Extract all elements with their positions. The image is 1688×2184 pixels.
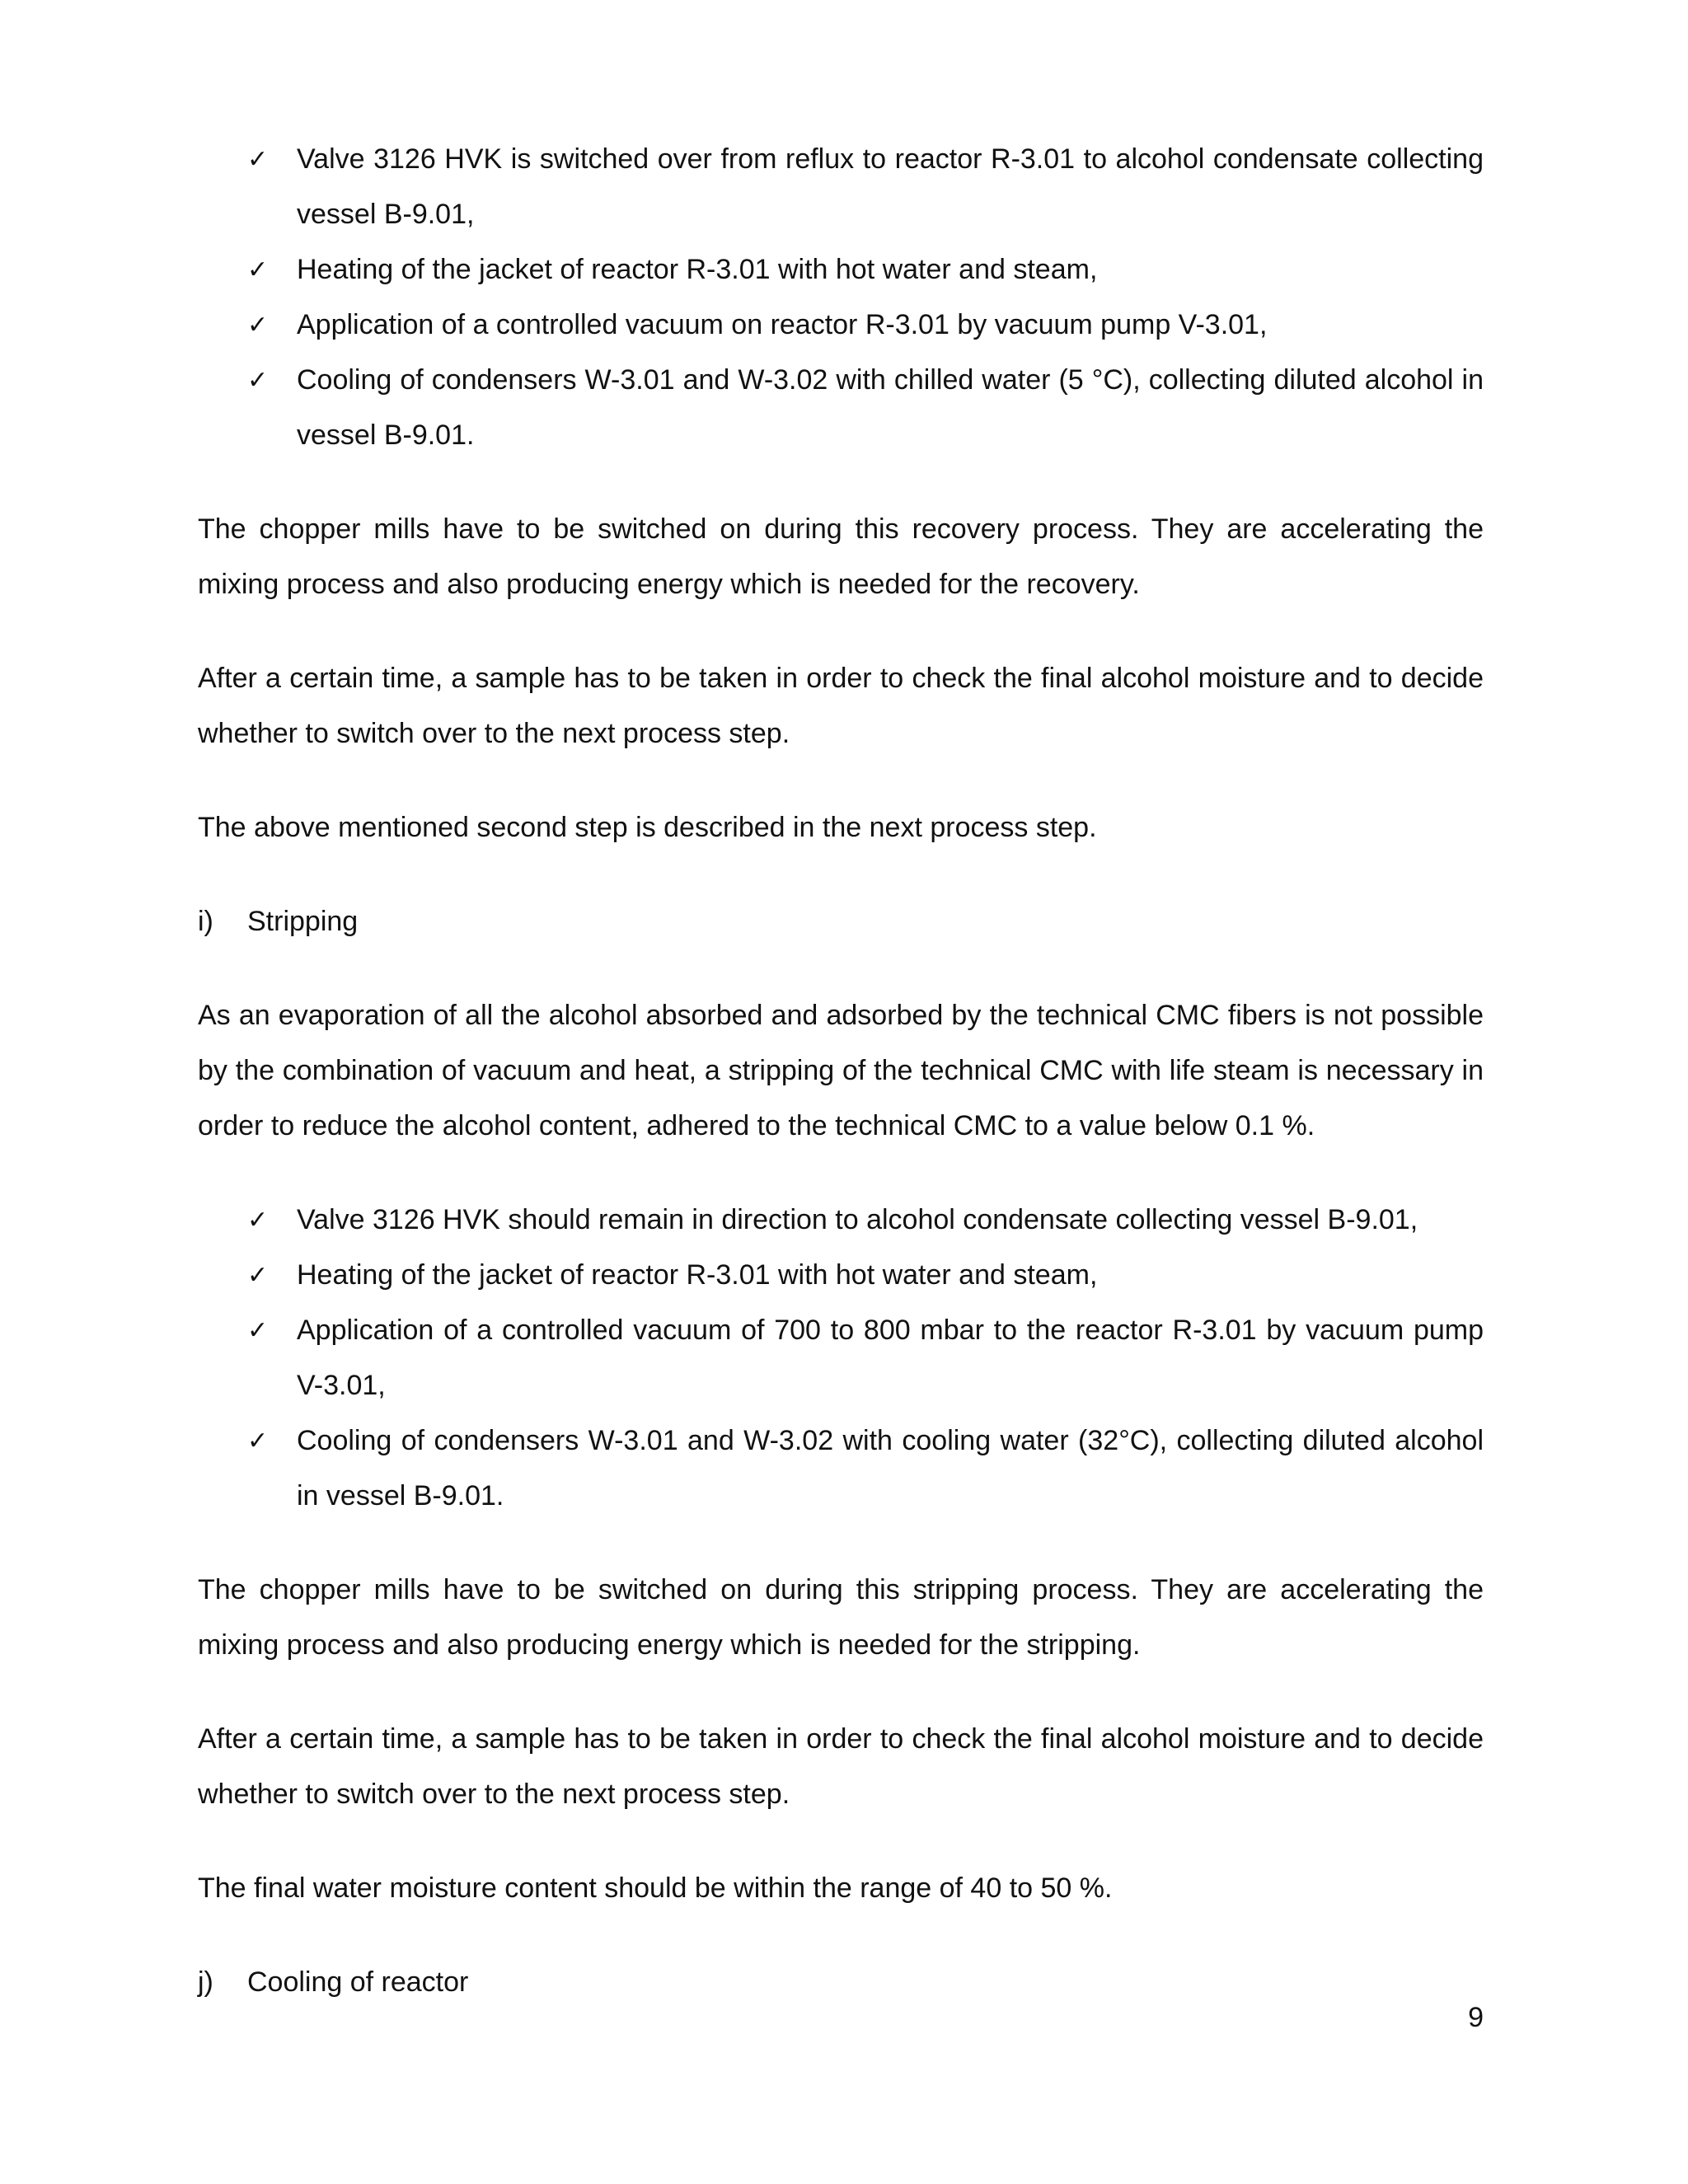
check-mark-icon: ✓: [247, 1261, 269, 1290]
paragraph-sample-check-2: After a certain time, a sample has to be taken in order to check the final alcohol moisture and to decide whether to switch over to the next process step.: [198, 1723, 1484, 1810]
check-mark-icon: ✓: [247, 1427, 269, 1455]
paragraph-sample-check: After a certain time, a sample has to be taken in order to check the final alcohol moisture and to decide whether to switch over to the next process step.: [198, 663, 1484, 749]
paragraph-chopper-recovery: The chopper mills have to be switched on during this recovery process. They are accelerating the mixing process and also producing energy which is needed for the recovery.: [198, 513, 1484, 600]
list-item: [247, 298, 1484, 353]
list-item-text: Heating of the jacket of reactor R-3.01 with hot water and steam,: [297, 254, 1098, 285]
list-item: [247, 1193, 1484, 1248]
section-letter: j): [198, 1966, 213, 1998]
list-item-text: Valve 3126 HVK should remain in direction to alcohol condensate collecting vessel B-9.01,: [297, 1204, 1418, 1235]
list-item-text: Valve 3126 HVK is switched over from reflux to reactor R-3.01 to alcohol condensate collecting vessel B-9.01,: [297, 143, 1484, 230]
section-heading-cooling: [198, 1955, 1484, 2010]
list-item: [247, 1248, 1484, 1303]
list-item-text: Heating of the jacket of reactor R-3.01 with hot water and steam,: [297, 1259, 1098, 1291]
list-item: [247, 353, 1484, 463]
section-letter: i): [198, 906, 213, 937]
list-item-text: Cooling of condensers W-3.01 and W-3.02 with chilled water (5 °C), collecting diluted alcohol in vessel B-9.01.: [297, 364, 1484, 451]
check-mark-icon: ✓: [247, 255, 269, 284]
list-item-text: Application of a controlled vacuum on reactor R-3.01 by vacuum pump V-3.01,: [297, 309, 1268, 340]
check-mark-icon: ✓: [247, 1316, 269, 1345]
check-mark-icon: ✓: [247, 311, 269, 340]
paragraph-second-step: The above mentioned second step is described in the next process step.: [198, 812, 1097, 843]
check-mark-icon: ✓: [247, 366, 269, 395]
paragraph-chopper-stripping: The chopper mills have to be switched on during this stripping process. They are accelerating the mixing process and also producing energy which is needed for the stripping.: [198, 1574, 1484, 1661]
list-item: [247, 132, 1484, 242]
section-title: Stripping: [247, 906, 359, 937]
check-mark-icon: ✓: [247, 145, 269, 174]
section-title: Cooling of reactor: [247, 1966, 469, 1998]
checklist-stripping: [198, 1193, 1484, 1524]
list-item: [247, 242, 1484, 298]
check-mark-icon: ✓: [247, 1206, 269, 1235]
section-heading-stripping: [198, 894, 1484, 949]
page-content: [198, 132, 1484, 2010]
paragraph-final-moisture: The final water moisture content should be within the range of 40 to 50 %.: [198, 1872, 1113, 1904]
list-item: [247, 1413, 1484, 1524]
list-item-text: Application of a controlled vacuum of 700 to 800 mbar to the reactor R-3.01 by vacuum pump V-3.01,: [297, 1315, 1484, 1401]
list-item: [247, 1303, 1484, 1413]
list-item-text: Cooling of condensers W-3.01 and W-3.02 with cooling water (32°C), collecting diluted alcohol in vessel B-9.01.: [297, 1425, 1484, 1511]
page-number: 9: [1468, 2002, 1484, 2033]
checklist-recovery: [198, 132, 1484, 463]
paragraph-stripping-intro: As an evaporation of all the alcohol absorbed and adsorbed by the technical CMC fibers is not possible by the combination of vacuum and heat, a stripping of the technical CMC with life steam is necessary in order to reduce the alcohol content, adhered to the technical CMC to a value below 0.1 %.: [198, 1000, 1484, 1141]
